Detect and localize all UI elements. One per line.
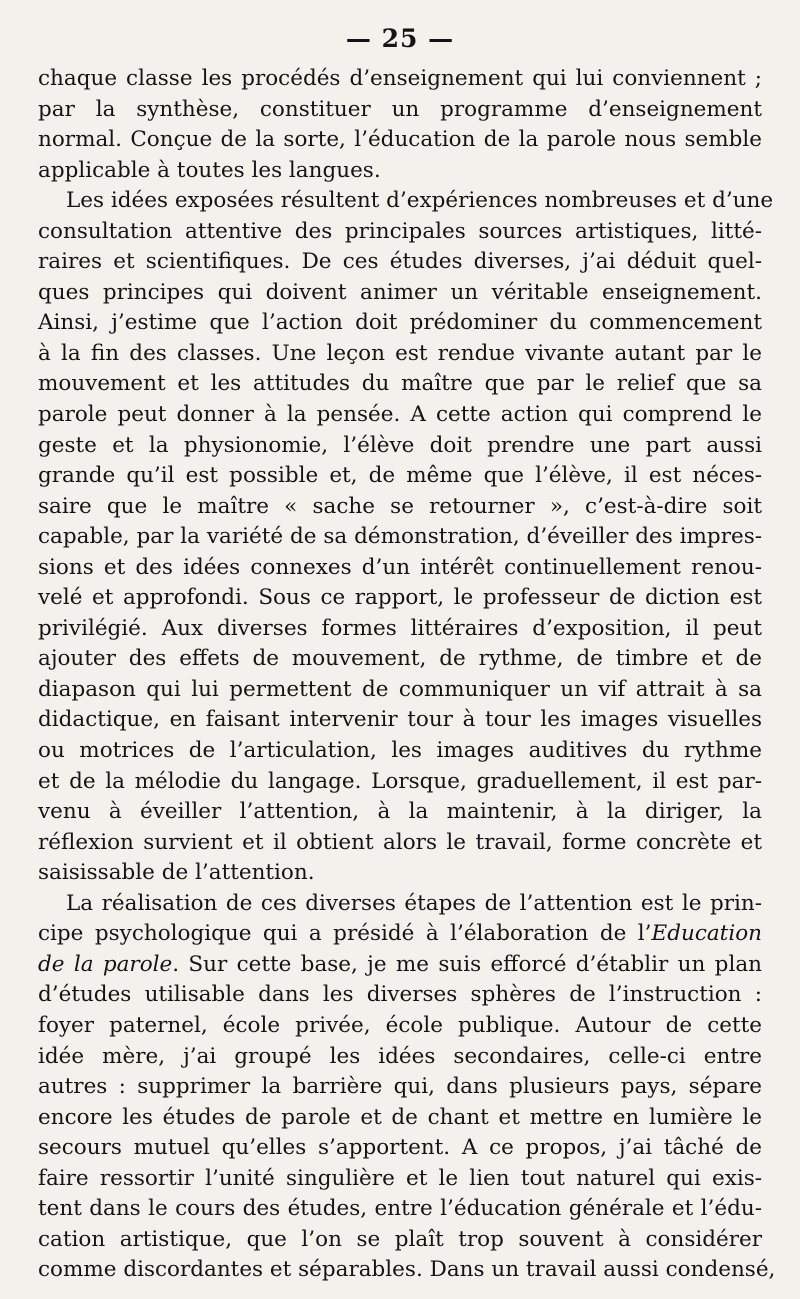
text-line: velé et approfondi. Sous ce rapport, le professeur de diction est xyxy=(38,585,762,611)
text-segment: cipe psychologique qui a présidé à l’élaboration de l’ xyxy=(38,921,652,947)
body-text xyxy=(38,64,776,1286)
text-line: Ainsi, j’estime que l’action doit prédominer du commencement xyxy=(38,310,762,336)
text-line: saire que le maître « sache se retourner », c’est-à-dire soit xyxy=(38,493,762,519)
text-line: Les idées exposées résultent d’expériences nombreuses et d’une xyxy=(66,188,774,214)
text-line: parole peut donner à la pensée. A cette action qui comprend le xyxy=(38,402,762,428)
text-line: ou motrices de l’articulation, les images auditives du rythme xyxy=(38,738,762,764)
text-line: venu à éveiller l’attention, à la maintenir, à la diriger, la xyxy=(38,799,762,825)
text-line: raires et scientifiques. De ces études diverses, j’ai déduit quel- xyxy=(38,249,762,275)
text-line: d’études utilisable dans les diverses sphères de l’instruction : xyxy=(38,982,762,1008)
italic-title: de la parole xyxy=(38,951,173,977)
text-line: diapason qui lui permettent de communiquer un vif attrait à sa xyxy=(38,676,762,702)
text-line: par la synthèse, constituer un programme d’enseignement xyxy=(38,96,762,122)
text-line: normal. Conçue de la sorte, l’éducation de la parole nous semble xyxy=(38,127,762,153)
text-line: faire ressortir l’unité singulière et le lien tout naturel qui exis- xyxy=(38,1165,762,1191)
text-line: idée mère, j’ai groupé les idées secondaires, celle-ci entre xyxy=(38,1043,762,1069)
text-line: encore les études de parole et de chant et mettre en lumière le xyxy=(38,1104,762,1130)
text-line: ajouter des effets de mouvement, de rythme, de timbre et de xyxy=(38,646,762,672)
text-line xyxy=(38,950,762,981)
text-line: réflexion survient et il obtient alors le travail, forme concrète et xyxy=(38,829,762,855)
text-line: autres : supprimer la barrière qui, dans plusieurs pays, sépare xyxy=(38,1074,762,1100)
page-number: — 25 — xyxy=(345,24,455,53)
text-line: comme discordantes et séparables. Dans un travail aussi condensé, xyxy=(38,1257,776,1283)
text-line: geste et la physionomie, l’élève doit prendre une part aussi xyxy=(38,432,762,458)
paragraph-3 xyxy=(38,889,776,1286)
text-line: saisissable de l’attention. xyxy=(38,860,315,886)
text-line xyxy=(38,919,762,950)
text-line: cation artistique, que l’on se plaît trop souvent à considérer xyxy=(38,1226,762,1252)
text-line: privilégié. Aux diverses formes littéraires d’exposition, il peut xyxy=(38,615,762,641)
paragraph-2 xyxy=(38,186,774,889)
italic-title: Education xyxy=(651,921,762,947)
text-line: tent dans le cours des études, entre l’éducation générale et l’édu- xyxy=(38,1196,762,1222)
text-line: capable, par la variété de sa démonstration, d’éveiller des impres- xyxy=(38,524,762,550)
text-segment: . Sur cette base, je me suis efforcé d’établir un plan xyxy=(172,951,762,977)
text-line: foyer paternel, école privée, école publique. Autour de cette xyxy=(38,1012,762,1038)
text-line: applicable à toutes les langues. xyxy=(38,157,381,183)
text-line: et de la mélodie du langage. Lorsque, graduellement, il est par- xyxy=(38,768,762,794)
text-line: La réalisation de ces diverses étapes de l’attention est le prin- xyxy=(66,890,762,916)
text-line: sions et des idées connexes d’un intérêt continuellement renou- xyxy=(38,554,762,580)
text-line: didactique, en faisant intervenir tour à tour les images visuelles xyxy=(38,707,762,733)
text-line: consultation attentive des principales sources artistiques, litté- xyxy=(38,218,762,244)
text-line: secours mutuel qu’elles s’apportent. A ce propos, j’ai tâché de xyxy=(38,1135,762,1161)
paragraph-1 xyxy=(38,64,762,186)
text-line: ques principes qui doivent animer un véritable enseignement. xyxy=(38,279,762,305)
text-line: à la fin des classes. Une leçon est rendue vivante autant par le xyxy=(38,340,762,366)
text-line: grande qu’il est possible et, de même que l’élève, il est néces- xyxy=(38,463,762,489)
text-line: mouvement et les attitudes du maître que par le relief que sa xyxy=(38,371,762,397)
text-line: chaque classe les procédés d’enseignement qui lui conviennent ; xyxy=(38,66,762,91)
